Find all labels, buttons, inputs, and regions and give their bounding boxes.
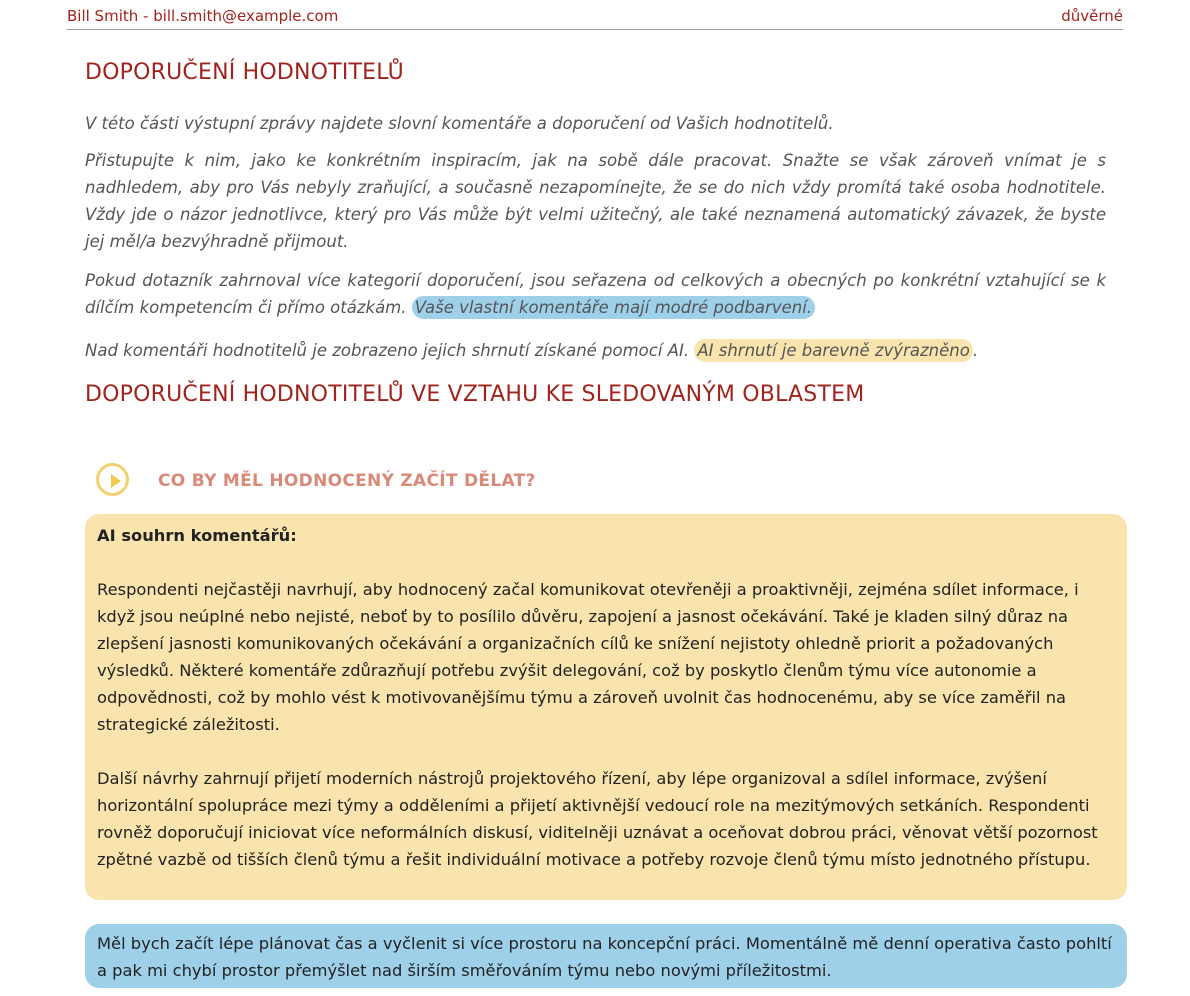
intro-paragraph-4-text: Nad komentáři hodnotitelů je zobrazeno jejich shrnutí získané pomocí AI. — [85, 341, 690, 360]
own-comment-legend: Vaše vlastní komentáře mají modré podbarvení. — [412, 296, 815, 319]
play-icon — [96, 463, 129, 496]
ai-summary-paragraph-2: Další návrhy zahrnují přijetí moderních nástrojů projektového řízení, aby lépe organizoval a sdílel informace, zvýšení horizontální spolupráce mezi týmy a odděleními a přijetí aktivnější vedoucí role na mezitýmových setkáních. Respondenti rovněž doporučují iniciovat více neformálních diskusí, viditelněji uznávat a oceňovat dobrou práci, věnovat větší pozornost zpětné vazbě od tišších členů týmu a řešit individuální motivace a potřeby rozvoje členů týmu místo jednotného přístupu. — [97, 769, 1098, 869]
ai-summary-label: AI souhrn komentářů: — [97, 526, 297, 545]
ai-summary-legend: AI shrnutí je barevně zvýrazněno — [694, 339, 972, 362]
question-title: CO BY MĚL HODNOCENÝ ZAČÍT DĚLAT? — [158, 471, 536, 491]
intro-paragraph-4 — [85, 337, 1106, 364]
section-title-areas: DOPORUČENÍ HODNOTITELŮ VE VZTAHU KE SLEDOVANÝM OBLASTEM — [85, 382, 865, 407]
confidential-label: důvěrné — [1061, 7, 1123, 25]
intro-paragraph-3-text: Pokud dotazník zahrnoval více kategorií doporučení, jsou seřazena od celkových a obecných po konkrétní vztahující se k dílčím kompetencím či přímo otázkám. — [85, 271, 1106, 317]
section-title-recommendations: DOPORUČENÍ HODNOTITELŮ — [85, 60, 404, 85]
own-comment-text: Měl bych začít lépe plánovat čas a vyčlenit si více prostoru na koncepční práci. Momentálně mě denní operativa často pohltí a pak mi chybí prostor přemýšlet nad širším směřováním týmu nebo novými příležitostmi. — [97, 934, 1112, 980]
ai-summary-paragraph-1: Respondenti nejčastěji navrhují, aby hodnocený začal komunikovat otevřeněji a proaktivněji, zejména sdílet informace, i když jsou neúplné nebo nejisté, neboť by to posílilo důvěru, zapojení a jasnost očekávání. Také je kladen silný důraz na zlepšení jasnosti komunikovaných očekávání a organizačních cílů ke snížení nejistoty ohledně priorit a požadovaných výsledků. Některé komentáře zdůrazňují potřebu zvýšit delegování, což by poskytlo členům týmu více autonomie a odpovědnosti, což by mohlo vést k motivovanějšímu týmu a zároveň uvolnit čas hodnocenému, aby se více zaměřil na strategické záležitosti. — [97, 580, 1079, 734]
page-header — [67, 6, 1123, 30]
intro-paragraph-2: Přistupujte k nim, jako ke konkrétním inspiracím, jak na sobě dále pracovat. Snažte se však zároveň vnímat je s nadhledem, aby pro Vás nebyly zraňující, a současně nezapomínejte, že se do nich vždy promítá také osoba hodnotitele. Vždy jde o názor jednotlivce, který pro Vás může být velmi užitečný, ale také neznamená automatický závazek, že byste jej měl/a bezvýhradně přijmout. — [85, 151, 1106, 251]
intro-paragraph-3 — [85, 267, 1106, 321]
author-contact: Bill Smith - bill.smith@example.com — [67, 7, 339, 25]
ai-summary-box — [85, 514, 1127, 900]
intro-paragraph-4-end: . — [972, 341, 979, 360]
own-comment-box — [85, 924, 1127, 988]
intro-paragraph-1: V této části výstupní zprávy najdete slovní komentáře a doporučení od Vašich hodnotitelů. — [85, 114, 834, 133]
